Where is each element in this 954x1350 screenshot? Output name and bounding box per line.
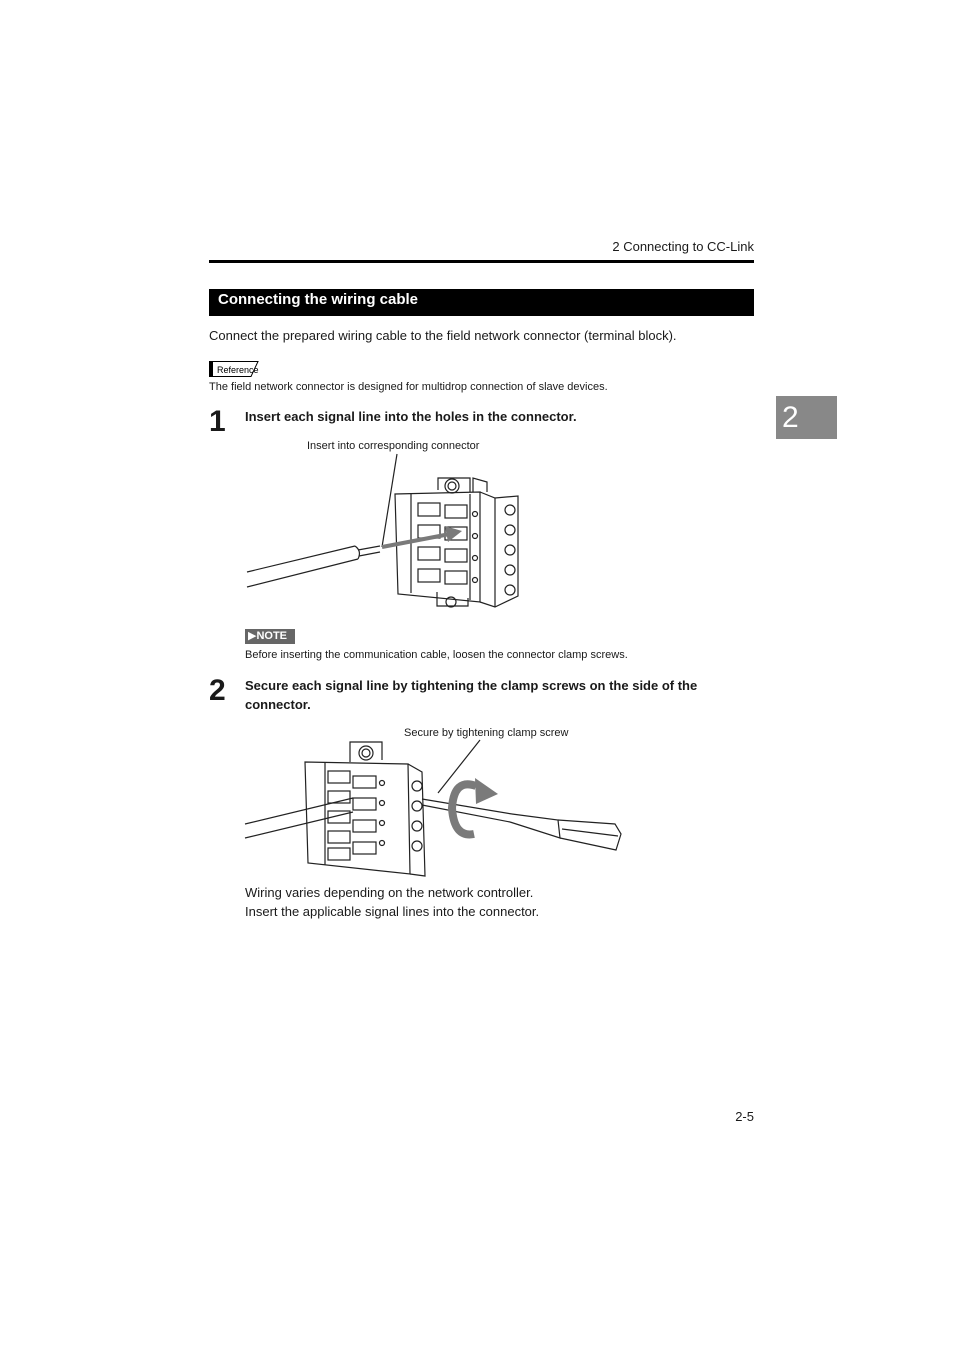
clamp-screw-figure — [240, 738, 630, 883]
figure-1-caption: Insert into corresponding connector — [307, 440, 480, 452]
figure-2-caption: Secure by tightening clamp screw — [404, 727, 569, 739]
step-1-number: 1 — [209, 405, 226, 438]
wiring-note-line-2: Insert the applicable signal lines into the connector. — [245, 904, 540, 919]
step-2-text-line-2: connector. — [245, 697, 311, 712]
note-text: Before inserting the communication cable, loosen the connector clamp screws. — [245, 649, 628, 661]
note-badge: ▶NOTE — [245, 629, 295, 644]
step-2-text-line-1: Secure each signal line by tightening the clamp screws on the side of the — [245, 678, 698, 693]
intro-paragraph: Connect the prepared wiring cable to the field network connector (terminal block). — [209, 328, 677, 343]
insert-arrow — [382, 526, 462, 547]
page-number: 2-5 — [735, 1109, 754, 1124]
terminal-block-2 — [305, 742, 425, 876]
reference-text: The field network connector is designed for multidrop connection of slave devices. — [209, 381, 608, 393]
step-1-text: Insert each signal line into the holes in the connector. — [245, 409, 577, 424]
connector-insert-figure — [240, 452, 530, 614]
header-rule — [209, 260, 754, 263]
reference-icon — [209, 361, 259, 377]
rotate-arrow-icon — [452, 778, 498, 834]
wiring-note-line-1: Wiring varies depending on the network controller. — [245, 885, 534, 900]
chapter-tab: 2 — [776, 396, 837, 439]
signal-cable-2 — [245, 798, 353, 838]
section-title: Connecting the wiring cable — [218, 291, 419, 308]
step-2-number: 2 — [209, 674, 226, 707]
signal-cable — [247, 546, 380, 587]
reference-label: Reference — [217, 365, 259, 375]
running-head: 2 Connecting to CC-Link — [612, 239, 754, 254]
